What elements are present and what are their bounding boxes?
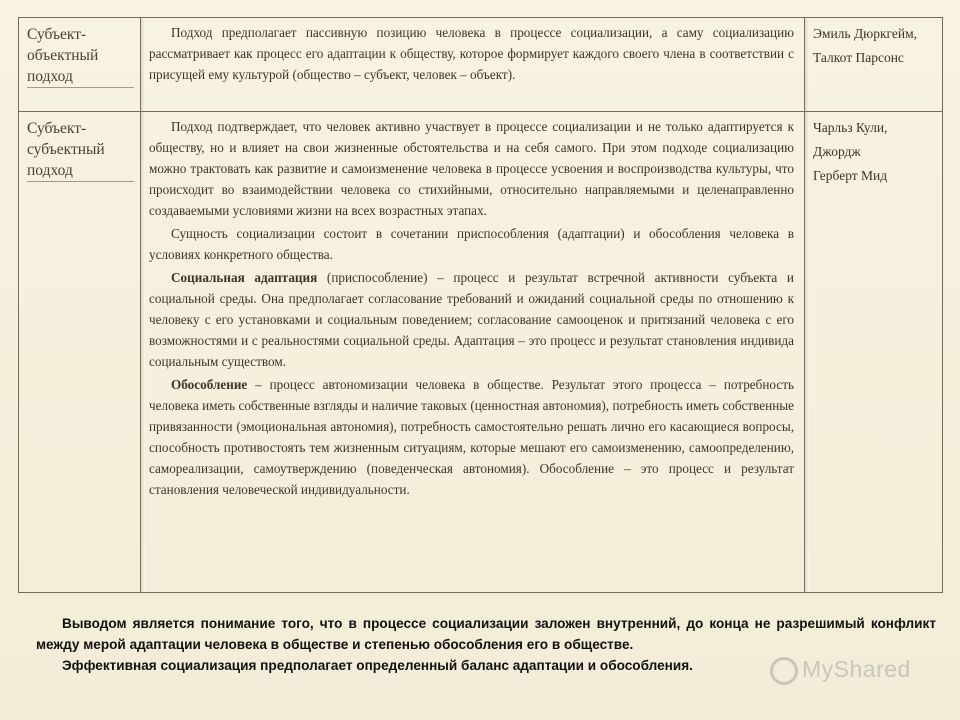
watermark-text: MyShared [802,656,911,682]
approach-label: Субъект-субъектный подход [27,118,134,182]
approach-cell [19,112,141,593]
table-row [19,112,943,593]
description-paragraph [149,267,794,372]
description-paragraph [149,223,794,265]
author-name: Чарльз Кули, [813,120,888,135]
description-cell [141,112,805,593]
paragraph-text: Подход предполагает пассивную позицию человека в процессе социализации, а саму социализацию рассматривает как процесс его адаптации к обществу, которое формирует каждого своего члена в соответствии с присущей ему культурой (общество – субъект, человек – объект). [149,25,794,82]
table-row [19,18,943,112]
paragraph-text: – процесс автономизации человека в обществе. Результат этого процесса – потребность человека иметь собственные взгляды и наличие таковых (ценностная автономия), потребность иметь собственные привязанности (эмоциональная автономия), потребность самостоятельно решать лично его касающиеся вопросы, способность противостоять тем жизненным ситуациям, которые мешают его самоизменению, самоопределению, самореализации, самоутверждению (поведенческая автономия). Обособление – это процесс и результат становления человеческой индивидуальности. [149,377,794,497]
author-name: Эмиль Дюркгейм, [813,26,918,41]
description-paragraph [149,374,794,500]
description-paragraphs [149,116,794,500]
description-paragraph [149,116,794,221]
description-paragraphs [149,22,794,85]
author-name: Герберт Мид [813,168,888,183]
author-name: Талкот Парсонс [813,50,904,65]
approach-cell [19,18,141,112]
author-list [813,22,936,69]
paragraph-text: (приспособление) – процесс и результат встречной активности субъекта и социальной среды. Она предполагает согласование требований и ожиданий социальной среды по отношению к человеку с его установками и социальным поведением; согласование самооценок и притязаний человека с его возможностями и с реальностями социальной среды. Адаптация – это процесс и результат становления индивида социальным существом. [149,270,794,369]
author-list [813,116,936,187]
approach-label: Субъект-объектный подход [27,24,134,88]
paragraph-text: Подход подтверждает, что человек активно участвует в процессе социализации и не только адаптируется к обществу, но и влияет на свои жизненные обстоятельства и на себя самого. При этом подходе социализацию можно трактовать как развитие и самоизменение человека в процессе усвоения и воспроизводства культуры, что происходит во взаимодействии человека со стихийными, относительно направляемыми и целенаправленно создаваемыми условиями жизни на всех возрастных этапах. [149,119,794,218]
term-bold: Социальная адаптация [171,270,318,285]
description-paragraph [149,22,794,85]
approaches-table [18,17,943,593]
term-bold: Обособление [171,377,248,392]
watermark-logo-icon [770,657,798,685]
conclusion-line-2: Эффективная социализация предполагает определенный баланс адаптации и обособления. [62,658,693,673]
paragraph-text: Сущность социализации состоит в сочетании приспособления (адаптации) и обособления человека в условиях конкретного общества. [149,226,794,262]
description-cell [141,18,805,112]
conclusion-line-1: Выводом является понимание того, что в процессе социализации заложен внутренний, до конца не разрешимый конфликт между мерой адаптации человека в обществе и степенью обособления его в обществе. [36,616,936,652]
author-name: Джордж [813,144,861,159]
authors-cell [805,18,943,112]
watermark [770,656,911,685]
authors-cell [805,112,943,593]
